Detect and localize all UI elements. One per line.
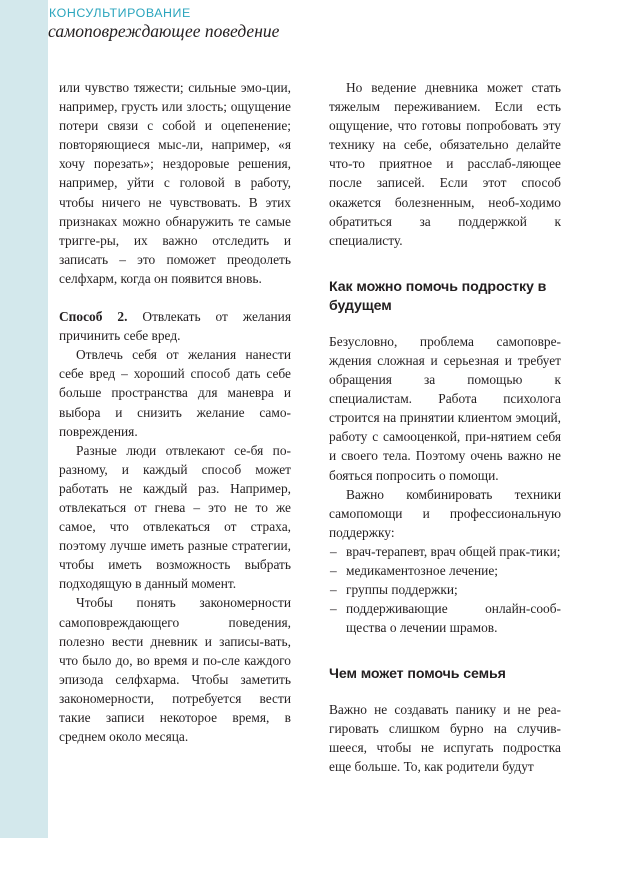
paragraph-continued: или чувство тяжести; сильные эмо-ции, например, грусть или злость; ощущение потери связи с собой и оцепенение; повторяющиеся мыс-ли, например, «я хочу порезать»; нездоровые решения, например, уйти с головой в работу, чтобы ничего не чувствовать. В этих признаках можно обнаружить те самые тригге-ры, их важно отследить и записать – это поможет преодолеть селфхарм, когда он появится вновь.: [59, 80, 291, 286]
decorative-left-band: [0, 0, 48, 838]
heading-help-teen-future: Как можно помочь подростку в будущем: [329, 278, 547, 315]
paragraph-distract: Отвлечь себя от желания нанести себе вред – хороший способ дать себе больше пространства для маневра и выбора и снизить желание само-повреждения.: [59, 347, 291, 439]
running-head-subject: самоповреждающее поведение: [48, 21, 280, 42]
list-item: [329, 561, 561, 580]
paragraph-diary: Чтобы понять закономерности самоповреждающего поведения, полезно вести дневник и записы-вать, что было до, во время и по-сле каждого эпизода селфхарма. Чтобы заметить закономерности, потребуется вести такие записи некоторое время, в среднем около месяца.: [59, 595, 291, 745]
heading-family-help: Чем может помочь семья: [329, 666, 506, 683]
paragraph-family-reaction: Важно не создавать панику и не реа-гировать слишком бурно на случив-шееся, чтобы не испугать подростка еще больше. То, как родители будут: [329, 701, 561, 775]
list-item: [329, 580, 561, 599]
left-column: [59, 78, 291, 746]
method-label: Способ 2.: [59, 309, 128, 325]
two-column-body: [59, 78, 561, 776]
dash-marker: –: [330, 601, 337, 617]
dash-marker: –: [330, 562, 337, 578]
paragraph-different-people: Разные люди отвлекают се-бя по-разному, и каждый способ может работать не каждый раз. Например, отвлекаться от гнева – это не то же самое, что отвлекаться от страха, поэтому лучше иметь разные стратегии, чтобы иметь возможность выбрать подходящую в данный момент.: [59, 442, 291, 592]
paragraph-diary-burden: Но ведение дневника может стать тяжелым переживанием. Если есть ощущение, что готовы попробовать эту технику на себе, обязательно делайте что-то приятное и расслаб-ляющее после записей. Если этот способ окажется болезненным, необ-ходимо обратиться за поддержкой к специалисту.: [329, 80, 561, 248]
list-item: [329, 542, 561, 561]
dash-marker: –: [330, 582, 337, 598]
paragraph-professional-help: Безусловно, проблема самоповре-ждения сложная и серьезная и требует обращения за помощью к специалистам. Работа психолога строится на принятии клиентом эмоций, работу с самооценкой, при-нятием себя и своего тела. Поэтому очень важно не бояться попросить о помощи.: [329, 333, 561, 483]
list-item-label: группы поддержки;: [346, 582, 458, 598]
running-head: [48, 6, 568, 42]
list-item-label: врач-терапевт, врач общей прак-тики;: [346, 543, 561, 559]
paragraph-combine-techniques: Важно комбинировать техники самопомощи и профессиональную поддержку:: [329, 486, 561, 540]
support-options-list: [329, 542, 561, 637]
list-item-label: медикаментозное лечение;: [346, 562, 498, 578]
method-paragraph: [59, 307, 291, 345]
right-column: [329, 78, 561, 776]
method-text: Отвлекать от желания причинить себе вред.: [59, 309, 292, 344]
running-head-section: КОНСУЛЬТИРОВАНИЕ: [49, 6, 191, 20]
list-item: [329, 599, 561, 637]
list-item-label: поддерживающие онлайн-сооб-щества о лечении шрамов.: [346, 601, 561, 636]
dash-marker: –: [330, 543, 337, 559]
